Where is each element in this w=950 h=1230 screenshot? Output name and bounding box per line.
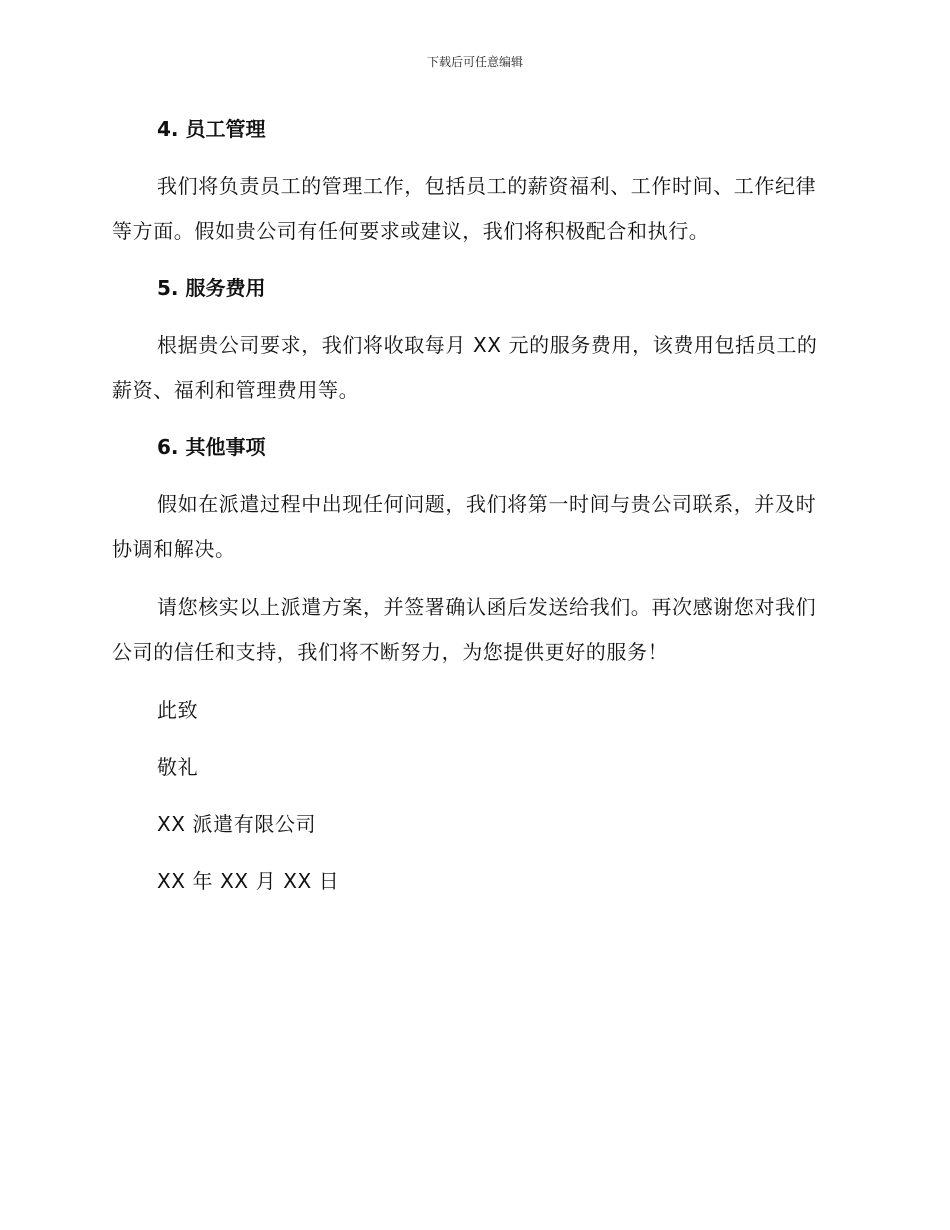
company-name: XX 派遣有限公司 <box>157 812 317 836</box>
regards: 敬礼 <box>157 755 199 779</box>
section-paragraph-service-fee: 根据贵公司要求，我们将收取每月 XX 元的服务费用，该费用包括员工的薪资、福利和管理费用等。 <box>112 333 818 402</box>
page-header: 下载后可任意编辑 <box>426 55 523 69</box>
closing-paragraph: 请您核实以上派遣方案，并签署确认函后发送给我们。再次感谢您对我们公司的信任和支持，我们将不断努力，为您提供更好的服务！ <box>112 595 817 664</box>
section-paragraph-other-matters: 假如在派遣过程中出现任何问题，我们将第一时间与贵公司联系，并及时协调和解决。 <box>112 492 817 561</box>
section-paragraph-employee-management: 我们将负责员工的管理工作，包括员工的薪资福利、工作时间、工作纪律等方面。假如贵公司有任何要求或建议，我们将积极配合和执行。 <box>112 174 817 243</box>
section-heading-service-fee: 5. 服务费用 <box>157 276 266 300</box>
section-heading-employee-management: 4. 员工管理 <box>157 117 266 141</box>
salutation: 此致 <box>157 698 199 722</box>
date: XX 年 XX 月 XX 日 <box>157 869 340 893</box>
section-heading-other-matters: 6. 其他事项 <box>157 435 266 459</box>
